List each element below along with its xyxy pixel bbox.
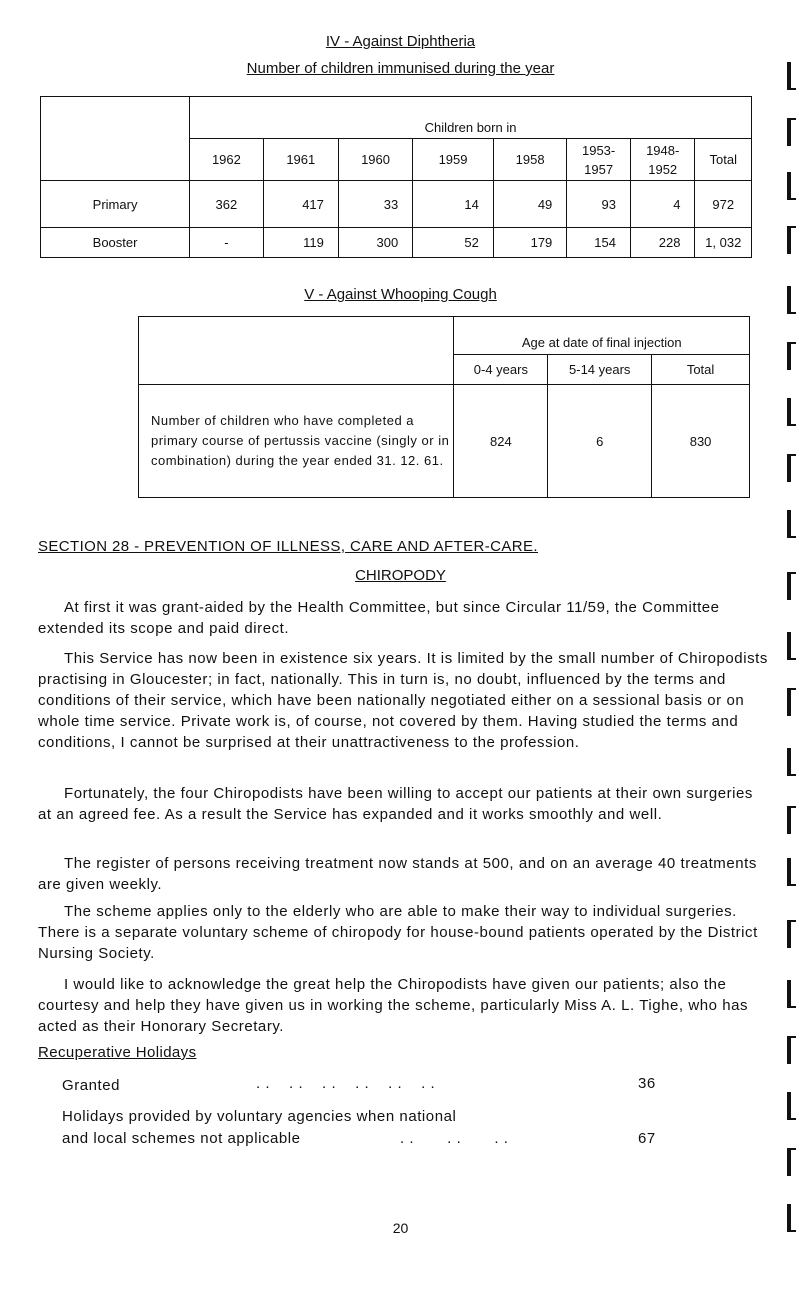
binding-mark	[787, 632, 791, 660]
binding-mark-tick	[787, 806, 796, 808]
binding-mark-tick	[787, 920, 796, 922]
diphtheria-cell: 1, 032	[695, 228, 752, 258]
diphtheria-row-label: Booster	[41, 228, 190, 258]
whooping-column-header: 5-14 years	[548, 355, 652, 385]
binding-mark-tick	[787, 572, 796, 574]
diphtheria-column-header: 1958	[493, 139, 566, 181]
binding-mark	[787, 286, 791, 314]
whooping-cough-table	[138, 316, 750, 498]
binding-mark	[787, 1204, 791, 1232]
binding-mark	[787, 1036, 791, 1064]
diphtheria-corner-cell	[41, 97, 190, 181]
whooping-corner-cell	[139, 317, 454, 385]
whooping-column-header: 0-4 years	[454, 355, 548, 385]
binding-mark-tick	[787, 1148, 796, 1150]
binding-mark	[787, 1092, 791, 1120]
binding-mark-tick	[787, 1006, 796, 1008]
diphtheria-cell: 119	[263, 228, 338, 258]
section-28-heading: SECTION 28 - PREVENTION OF ILLNESS, CARE AND AFTER-CARE.	[38, 538, 538, 555]
paragraph-2: This Service has now been in existence six years. It is limited by the small number of Chiropodists practising in Gloucester; in fact, nationally. This in turn is, no doubt, influenced by the terms and conditions of their service, which have been nationally negotiated either on a sessional basis or on whole time service. Private work is, of course, not covered by them. Having studied the terms and conditions, I cannot be surprised at their unattractiveness to the profession.	[38, 650, 768, 751]
diphtheria-cell: 33	[338, 181, 412, 228]
diphtheria-group-header: Children born in	[190, 97, 752, 139]
paragraph-5: The scheme applies only to the elderly who are able to make their way to individual surgeries. There is a separate voluntary scheme of chiropody for house-bound patients operated by the District Nursing Society.	[38, 903, 758, 962]
diphtheria-cell: 179	[493, 228, 566, 258]
binding-mark-tick	[787, 454, 796, 456]
paragraph-3: Fortunately, the four Chiropodists have been willing to accept our patients at their own surgeries at an agreed fee. As a result the Service has expanded and it works smoothly and well.	[38, 785, 753, 823]
chiropody-heading: CHIROPODY	[355, 567, 446, 584]
provided-value: 67	[638, 1130, 656, 1147]
diphtheria-column-header: 1959	[413, 139, 494, 181]
binding-mark	[787, 980, 791, 1008]
binding-mark-tick	[787, 1230, 796, 1232]
granted-value: 36	[638, 1075, 656, 1092]
diphtheria-cell: 228	[630, 228, 695, 258]
diphtheria-cell: 93	[567, 181, 631, 228]
diphtheria-column-header: 1948- 1952	[630, 139, 695, 181]
binding-mark	[787, 510, 791, 538]
binding-mark-tick	[787, 536, 796, 538]
binding-mark-tick	[787, 342, 796, 344]
binding-mark-tick	[787, 1036, 796, 1038]
diphtheria-column-header: 1960	[338, 139, 412, 181]
binding-mark	[787, 172, 791, 200]
binding-mark-tick	[787, 774, 796, 776]
section-iv-heading: IV - Against Diphtheria	[325, 33, 476, 50]
binding-mark	[787, 1148, 791, 1176]
binding-mark	[787, 342, 791, 370]
binding-mark-tick	[787, 118, 796, 120]
diphtheria-column-header: Total	[695, 139, 752, 181]
diphtheria-cell: 49	[493, 181, 566, 228]
binding-mark-tick	[787, 884, 796, 886]
binding-mark	[787, 858, 791, 886]
paragraph-1: At first it was grant-aided by the Health Committee, but since Circular 11/59, the Committee extended its scope and paid direct.	[38, 599, 720, 637]
paragraph-6: I would like to acknowledge the great help the Chiropodists have given our patients; also the courtesy and help they have given us in working the scheme, particularly Miss A. L. Tighe, who has acted as their Honorary Secretary.	[38, 976, 749, 1035]
diphtheria-cell: 14	[413, 181, 494, 228]
binding-mark	[787, 572, 791, 600]
binding-mark-tick	[787, 688, 796, 690]
binding-mark	[787, 920, 791, 948]
diphtheria-cell: 154	[567, 228, 631, 258]
provided-leader: . . . . . .	[400, 1130, 509, 1147]
whooping-value-total: 830	[652, 385, 750, 498]
diphtheria-cell: 417	[263, 181, 338, 228]
binding-mark	[787, 748, 791, 776]
diphtheria-cell: 972	[695, 181, 752, 228]
whooping-row-label: Number of children who have completed a primary course of pertussis vaccine (singly or in combination) during the year ended 31. 12. 61.	[139, 385, 454, 498]
whooping-value-0-4: 824	[454, 385, 548, 498]
recuperative-heading: Recuperative Holidays	[38, 1044, 197, 1061]
diphtheria-cell: 300	[338, 228, 412, 258]
section-iv-subheading: Number of children immunised during the year	[246, 60, 555, 77]
whooping-group-header: Age at date of final injection	[454, 317, 750, 355]
binding-mark-tick	[787, 658, 796, 660]
binding-mark	[787, 806, 791, 834]
page-number: 20	[392, 1220, 409, 1236]
binding-mark-tick	[787, 88, 796, 90]
diphtheria-column-header: 1953- 1957	[567, 139, 631, 181]
paragraph-4: The register of persons receiving treatment now stands at 500, and on an average 40 treatments are given weekly.	[38, 855, 757, 893]
binding-mark-tick	[787, 312, 796, 314]
binding-mark-tick	[787, 424, 796, 426]
granted-label: Granted	[62, 1077, 121, 1094]
binding-mark	[787, 688, 791, 716]
whooping-column-header: Total	[652, 355, 750, 385]
diphtheria-table	[40, 96, 752, 258]
diphtheria-cell: 4	[630, 181, 695, 228]
binding-mark-tick	[787, 1118, 796, 1120]
whooping-value-5-14: 6	[548, 385, 652, 498]
diphtheria-column-header: 1961	[263, 139, 338, 181]
diphtheria-cell: 52	[413, 228, 494, 258]
granted-leader: . . . . . . . . . . . .	[256, 1075, 436, 1092]
holidays-provided-line2: and local schemes not applicable	[62, 1130, 301, 1147]
binding-mark	[787, 398, 791, 426]
binding-mark	[787, 62, 791, 90]
diphtheria-row-label: Primary	[41, 181, 190, 228]
binding-mark	[787, 118, 791, 146]
diphtheria-cell: -	[190, 228, 264, 258]
binding-mark-tick	[787, 198, 796, 200]
binding-mark	[787, 226, 791, 254]
diphtheria-column-header: 1962	[190, 139, 264, 181]
diphtheria-cell: 362	[190, 181, 264, 228]
binding-mark-tick	[787, 226, 796, 228]
section-v-heading: V - Against Whooping Cough	[304, 286, 497, 303]
holidays-provided-line1: Holidays provided by voluntary agencies when national	[62, 1108, 457, 1125]
binding-mark	[787, 454, 791, 482]
